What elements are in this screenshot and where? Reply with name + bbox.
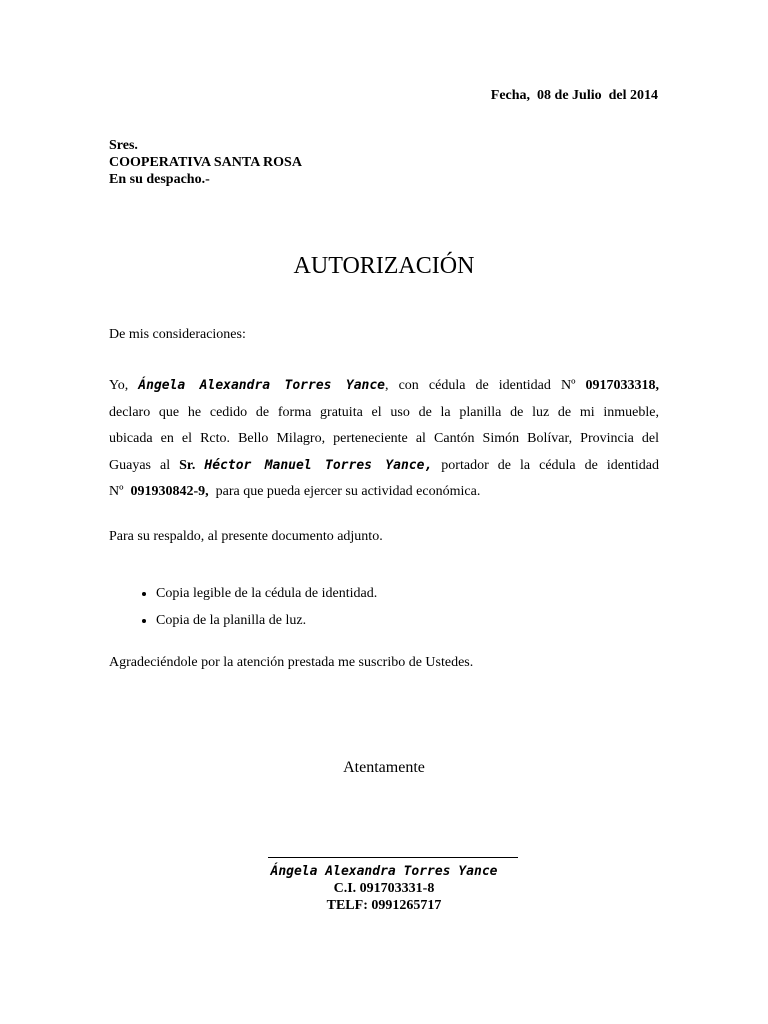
list-item: • Copia legible de la cédula de identidad. — [156, 580, 377, 607]
body-line-2: declaro que he cedido de forma gratuita el uso de la planilla de luz de mi inmueble, — [109, 404, 659, 420]
salutation: De mis consideraciones: — [109, 327, 246, 342]
list-item: • Copia de la planilla de luz. — [156, 607, 377, 634]
date-line: Fecha, 08 de Julio del 2014 — [490, 88, 658, 103]
body-line-5 — [109, 479, 659, 506]
grantor-id: 0917033318, — [585, 378, 659, 393]
recipient-block — [109, 137, 302, 188]
body-text: para que pueda ejercer su actividad económica. — [208, 484, 481, 499]
signature-block — [0, 843, 768, 914]
recipient-salutation: Sres. — [109, 138, 138, 153]
body-paragraph — [109, 373, 659, 506]
thanks-text: Agradeciéndole por la atención prestada me suscribo de Ustedes. — [109, 655, 474, 670]
signature-line — [268, 843, 518, 858]
body-text: portador de la cédula de identidad — [432, 457, 660, 473]
grantor-name: Ángela Alexandra Torres Yance — [138, 378, 386, 393]
closing: Atentamente — [343, 759, 425, 776]
document-title: AUTORIZACIÓN — [293, 253, 475, 279]
body-text: Yo, — [109, 378, 139, 393]
signature-name: Ángela Alexandra Torres Yance — [270, 864, 498, 879]
body-text: , con cédula de identidad Nº — [385, 378, 586, 393]
body-text: Guayas al — [109, 457, 180, 473]
signature-id: C.I. 091703331-8 — [333, 881, 435, 896]
attachment-list — [130, 580, 377, 634]
body-line-3: ubicada en el Rcto. Bello Milagro, perteneciente al Cantón Simón Bolívar, Provincia del — [109, 431, 659, 446]
recipient-organization: COOPERATIVA SANTA ROSA — [109, 155, 302, 170]
body-line-4 — [109, 453, 659, 480]
signature-phone: TELF: 0991265717 — [326, 898, 442, 913]
grantee-prefix: Sr. — [179, 457, 205, 473]
grantee-name: Héctor Manuel Torres Yance, — [204, 457, 433, 473]
body-line-1 — [109, 373, 659, 400]
body-text: Nº — [109, 484, 131, 499]
grantee-id: 091930842-9, — [130, 484, 209, 499]
recipient-office: En su despacho.- — [109, 172, 210, 187]
support-text: Para su respaldo, al presente documento adjunto. — [109, 529, 383, 544]
